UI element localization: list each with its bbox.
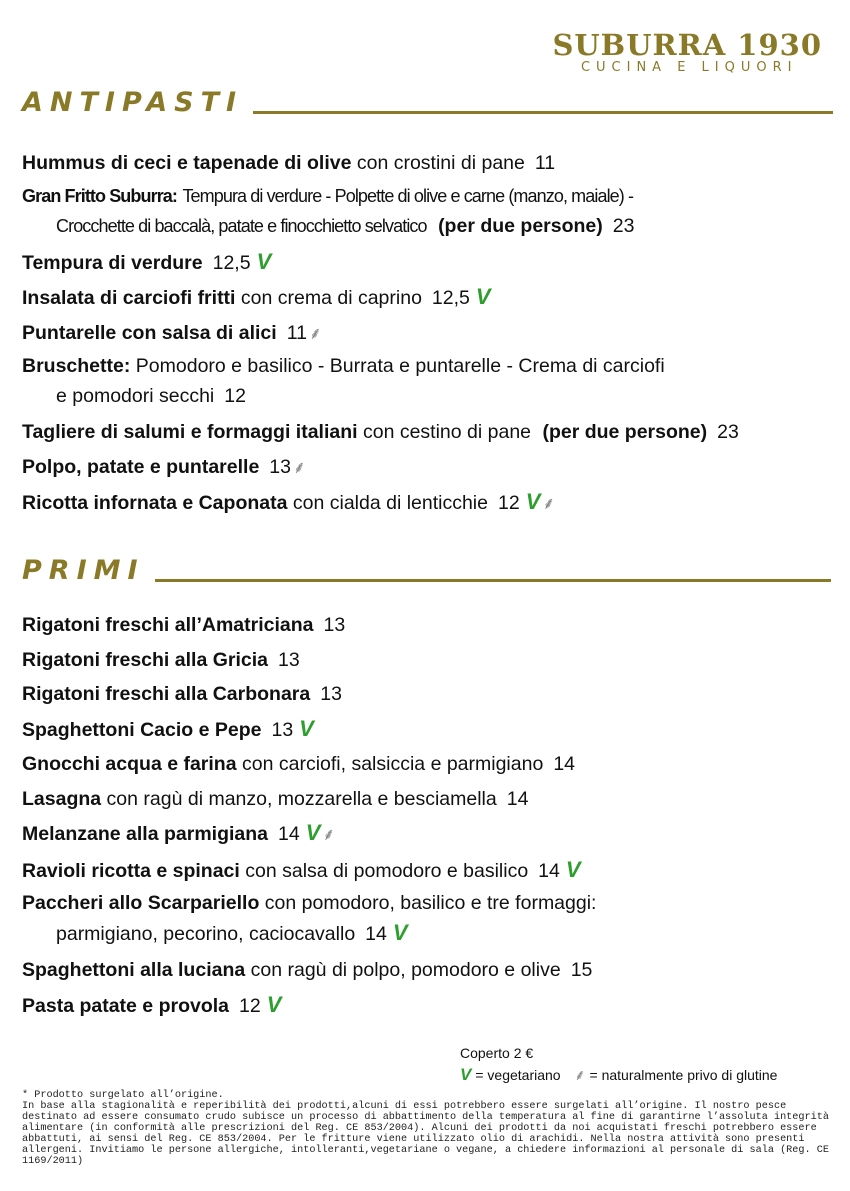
dish-name: Tagliere di salumi e formaggi italiani [22, 421, 358, 443]
menu-item [22, 351, 842, 415]
dish-name: Ricotta infornata e Caponata [22, 492, 288, 514]
vegetarian-icon: V [266, 991, 282, 1017]
dish-price: 11 [534, 152, 556, 174]
dish-description: con pomodoro, basilico e tre formaggi: [264, 892, 597, 914]
menu-item [22, 888, 842, 953]
dish-name: Rigatoni freschi alla Carbonara [22, 683, 311, 705]
primi-list [22, 608, 842, 1023]
dish-price: 13 [320, 683, 342, 705]
menu-item [22, 782, 842, 817]
dish-name: Tempura di verdure [22, 251, 203, 274]
dish-description: con crema di caprino [240, 287, 422, 309]
vegetarian-label: = vegetariano [475, 1067, 561, 1083]
dish-name: Melanzane alla parmigiana [22, 823, 269, 845]
allergen-footnote [22, 1090, 836, 1167]
dish-price: 14 [553, 753, 576, 775]
vegetarian-icon: V [299, 715, 314, 741]
menu-item [22, 316, 842, 352]
footnote-body: In base alla stagionalità e reperibilità dei prodotti,alcuni di essi potrebbero essere surgelati all’origine. Il nostro pesce destinato ad essere consumato crudo subisce un processo di abbattimento della temperatura al fine di garantirne l’assoluta integrità alimentare (in conformità alle prescrizioni del Reg. CE 853/2004). Alcuni dei prodotti da noi acquistati freschi potrebbero essere abbattuti, ai sensi del Reg. CE 853/2004. Per le fritture viene utilizzato olio di arachidi. Nella nostra attività sono presenti allergeni. Invitiamo le persone allergiche, intolleranti,vegetariane o vegane, a chiedere informazioni al personale di sala (Reg. CE 1169/2011) [22, 1101, 829, 1167]
dish-name: Paccheri allo Scarpariello [22, 892, 260, 914]
dish-name: Gran Fritto Suburra: [22, 185, 178, 206]
section-header-antipasti [22, 88, 833, 118]
menu-item [22, 608, 842, 643]
menu-item [22, 450, 842, 486]
dish-description: con ragù di polpo, pomodoro e olive [250, 959, 561, 981]
section-title-primi: PRIMI [22, 555, 145, 586]
dish-price: 11 [286, 321, 307, 344]
dish-price: 14 [278, 823, 300, 845]
dish-price: 12 [224, 385, 246, 407]
dish-name: Bruschette: [22, 355, 131, 377]
menu-item [22, 643, 842, 678]
dish-name: Gnocchi acqua e farina [22, 753, 237, 775]
antipasti-list [22, 146, 842, 522]
menu-item [22, 485, 842, 522]
gluten-free-icon: ⸙ [308, 323, 322, 343]
vegetarian-icon: V [392, 920, 408, 945]
dish-description-continued [22, 381, 842, 411]
dish-name: Rigatoni freschi alla Gricia [22, 648, 268, 671]
vegetarian-icon: V [256, 248, 272, 274]
dish-price: 12 [498, 492, 520, 514]
menu-item [22, 953, 842, 988]
vegetarian-icon: V [460, 1065, 472, 1084]
symbol-legend [460, 1064, 777, 1087]
dish-price: 14 [365, 923, 387, 945]
dish-name: Pasta patate e provola [22, 994, 229, 1017]
section-divider [155, 579, 831, 582]
dish-price: 15 [570, 959, 593, 981]
dish-description-line2: parmigiano, pecorino, caciocavallo [56, 923, 356, 945]
dish-description-continued [22, 211, 842, 241]
dish-price: 23 [717, 421, 739, 443]
gluten-free-icon: ⸙ [542, 494, 556, 513]
vegetarian-icon: V [305, 820, 321, 845]
dish-description-line2: e pomodori secchi [56, 385, 215, 407]
section-divider [253, 111, 833, 114]
dish-price: 12,5 [431, 287, 470, 309]
menu-item [22, 988, 842, 1024]
logo-subtitle: CUCINA E LIQUORI [580, 60, 798, 75]
dish-name: Lasagna [22, 787, 102, 810]
dish-name: Spaghettoni Cacio e Pepe [22, 718, 262, 741]
dish-description: con cestino di pane [362, 421, 532, 443]
dish-price: 12,5 [212, 251, 251, 274]
dish-price: 13 [323, 614, 346, 636]
restaurant-logo [552, 30, 822, 76]
menu-item [22, 747, 842, 782]
gluten-free-icon: ⸙ [574, 1067, 586, 1084]
dish-description: con salsa di pomodoro e basilico [245, 859, 529, 882]
dish-description: con crostini di pane [356, 152, 525, 174]
menu-item [22, 245, 842, 281]
gluten-free-label: = naturalmente privo di glutine [589, 1067, 778, 1083]
dish-name: Hummus di ceci e tapenade di olive [22, 152, 352, 174]
coperto-charge: Coperto 2 € [460, 1045, 534, 1061]
gluten-free-icon: ⸙ [322, 825, 336, 844]
dish-price: 23 [612, 214, 635, 237]
menu-item [22, 712, 842, 748]
menu-item [22, 415, 842, 450]
dish-description: con ragù di manzo, mozzarella e besciamella [106, 787, 497, 810]
vegetarian-icon: V [475, 284, 491, 309]
menu-item [22, 280, 842, 316]
dish-description-line2: Crocchette di baccalà, patate e finocchietto selvatico [56, 215, 427, 236]
portion-note: (per due persone) [438, 214, 603, 237]
dish-name: Ravioli ricotta e spinaci [22, 859, 240, 882]
dish-price: 13 [278, 648, 300, 671]
dish-description: con carciofi, salsiccia e parmigiano [242, 753, 544, 775]
gluten-free-icon: ⸙ [293, 457, 306, 477]
menu-item [22, 853, 842, 889]
section-header-primi [22, 556, 831, 586]
dish-price: 14 [538, 859, 560, 882]
dish-price: 13 [271, 718, 294, 741]
menu-item [22, 816, 842, 853]
footnote-frozen-note: * Prodotto surgelato all’origine. [22, 1090, 224, 1101]
menu-item [22, 181, 842, 245]
menu-item [22, 146, 842, 181]
dish-name: Insalata di carciofi fritti [22, 287, 236, 309]
dish-name: Polpo, patate e puntarelle [22, 455, 260, 478]
dish-description: Pomodoro e basilico - Burrata e puntarelle - Crema di carciofi [135, 355, 665, 377]
dish-price: 12 [239, 994, 261, 1017]
vegetarian-icon: V [525, 489, 541, 514]
dish-description-continued [22, 918, 842, 949]
menu-legend [460, 1042, 777, 1087]
menu-item [22, 677, 842, 712]
vegetarian-icon: V [565, 856, 581, 882]
dish-price: 14 [506, 787, 529, 810]
portion-note: (per due persone) [542, 421, 708, 443]
logo-title: SUBURRA 1930 [552, 28, 822, 62]
section-title-antipasti: ANTIPASTI [22, 87, 244, 118]
dish-price: 13 [269, 455, 291, 478]
dish-description: Tempura di verdure - Polpette di olive e carne (manzo, maiale) - [182, 185, 634, 206]
dish-name: Rigatoni freschi all’Amatriciana [22, 614, 314, 636]
dish-name: Puntarelle con salsa di alici [22, 321, 277, 344]
dish-description: con cialda di lenticchie [292, 492, 488, 514]
dish-name: Spaghettoni alla luciana [22, 959, 246, 981]
